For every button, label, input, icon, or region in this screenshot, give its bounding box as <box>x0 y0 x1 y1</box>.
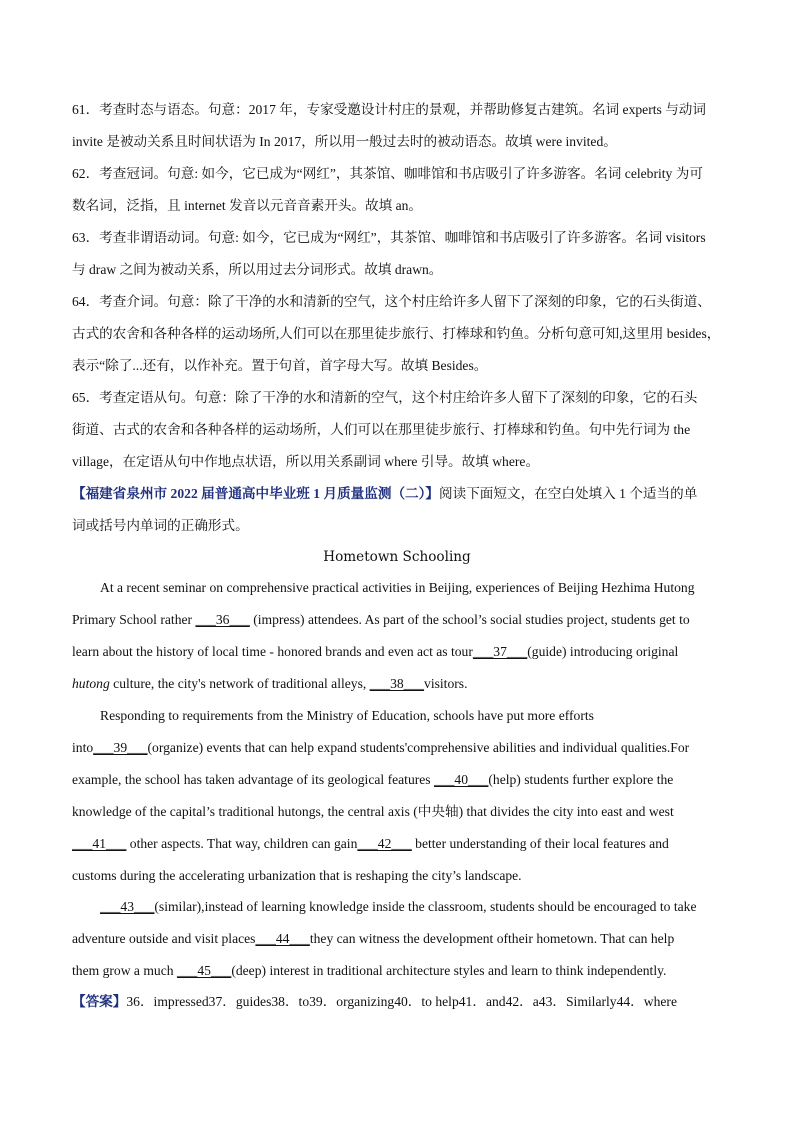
answer-label: 【答案】 <box>72 994 127 1009</box>
answer-line <box>72 993 724 1011</box>
answer-blank: ___41___ <box>72 836 127 851</box>
passage-line <box>72 962 724 980</box>
explanation-61-line-1: 61．考查时态与语态。句意：2017 年，专家受邀设计村庄的景观，并帮助修复古建筑。名词 experts 与动词 <box>72 102 706 117</box>
source-line-2: 词或括号内单词的正确形式。 <box>72 518 249 533</box>
passage-line <box>100 898 724 916</box>
answer-blank: ___42___ <box>357 836 412 851</box>
passage-line <box>100 707 724 725</box>
passage-line <box>72 803 724 821</box>
passage-text: example, the school has taken advantage of its geological features <box>72 772 434 787</box>
explanation-64-line-2: 古式的农舍和各种各样的运动场所,人们可以在那里徒步旅行、打棒球和钓鱼。分析句意可知,这里用 besides， <box>72 326 721 341</box>
answer-blank: ___40___ <box>434 772 489 787</box>
source-bracket: 【福建省泉州市 2022 届普通高中毕业班 1 月质量监测（二）】 <box>72 486 440 501</box>
source-instruction-1: 阅读下面短文，在空白处填入 1 个适当的单 <box>439 486 698 501</box>
explanation-62-line-1: 62．考查冠词。句意: 如今，它已成为“网红”，其茶馆、咖啡馆和书店吸引了许多游客。名词 celebrity 为可 <box>72 166 703 181</box>
passage-text: culture, the city's network of traditional alleys, <box>109 676 370 691</box>
passage-text: Primary School rather <box>72 612 196 627</box>
passage-text: adventure outside and visit places <box>72 931 256 946</box>
passage-text: (impress) attendees. As part of the school’s social studies project, students get to <box>249 612 690 627</box>
passage-text: (deep) interest in traditional architecture styles and learn to think independently. <box>231 963 667 978</box>
passage-text: (organize) events that can help expand students'comprehensive abilities and individual qualities.For <box>147 740 690 755</box>
answer-blank: ___39___ <box>93 740 148 755</box>
answer-blank: ___36___ <box>195 612 250 627</box>
passage-line <box>72 930 724 948</box>
answer-blank: ___43___ <box>100 899 155 914</box>
passage-text: (help) students further explore the <box>488 772 674 787</box>
passage-line <box>72 675 724 693</box>
explanation-65-line-3: village，在定语从句中作地点状语，所以用关系副词 where 引导。故填 where。 <box>72 454 540 469</box>
passage-text: them grow a much <box>72 963 177 978</box>
explanation-61-line-2: invite 是被动关系且时间状语为 In 2017，所以用一般过去时的被动语态。故填 were invited。 <box>72 134 617 149</box>
passage-text: (similar),instead of learning knowledge inside the classroom, students should be encouraged to take <box>154 899 697 914</box>
answer-blank: ___37___ <box>472 644 528 659</box>
passage-line <box>72 835 724 853</box>
answer-blank: ___44___ <box>255 931 310 946</box>
explanation-64-line-3: 表示“除了...还有，以作补充。置于句首，首字母大写。故填 Besides。 <box>72 358 488 373</box>
passage-line <box>72 771 724 789</box>
passage-line <box>72 611 724 629</box>
passage-text: At a recent seminar on comprehensive practical activities in Beijing, experiences of Beijing Hezhima Hutong <box>100 580 695 595</box>
passage-text: visitors. <box>424 676 468 691</box>
passage-line <box>72 739 724 757</box>
passage-text: they can witness the development oftheir hometown. That can help <box>309 931 675 946</box>
passage-line <box>100 579 724 597</box>
passage-text: knowledge of the capital’s traditional hutongs, the central axis (中央轴) that divides the city into east and west <box>72 804 674 819</box>
explanation-63-line-2: 与 draw 之间为被动关系，所以用过去分词形式。故填 drawn。 <box>72 262 443 277</box>
answer-text: 36．impressed37．guides38．to39．organizing40．to help41．and42．a43．Similarly44．where <box>126 994 677 1009</box>
passage-italic-text: hutong <box>72 676 110 691</box>
passage-text: into <box>72 740 94 755</box>
passage-text: learn about the history of local time - honored brands and even act as tour <box>72 644 473 659</box>
source-line-1 <box>72 485 724 503</box>
passage-text: Responding to requirements from the Ministry of Education, schools have put more efforts <box>100 708 594 723</box>
passage-line <box>72 867 724 885</box>
explanation-63-line-1: 63．考查非谓语动词。句意: 如今，它已成为“网红”，其茶馆、咖啡馆和书店吸引了许多游客。名词 visitors <box>72 230 706 245</box>
passage-text: better understanding of their local features and <box>411 836 669 851</box>
explanation-65-line-1: 65．考查定语从句。句意：除了干净的水和清新的空气，这个村庄给许多人留下了深刻的印象，它的石头 <box>72 390 698 405</box>
answer-blank: ___38___ <box>369 676 425 691</box>
passage-line <box>72 643 724 661</box>
explanation-65-line-2: 街道、古式的农舍和各种各样的运动场所，人们可以在那里徒步旅行、打棒球和钓鱼。句中先行词为 the <box>72 422 691 437</box>
answer-blank: ___45___ <box>176 963 232 978</box>
explanation-62-line-2: 数名词，泛指，且 internet 发音以元音音素开头。故填 an。 <box>72 198 423 213</box>
passage-text: (guide) introducing original <box>527 644 679 659</box>
explanation-64-line-1: 64．考查介词。句意：除了干净的水和清新的空气，这个村庄给许多人留下了深刻的印象，它的石头街道、 <box>72 294 711 309</box>
passage-title: Hometown Schooling <box>323 549 471 565</box>
passage-text: customs during the accelerating urbanization that is reshaping the city’s landscape. <box>72 868 522 883</box>
passage-text: other aspects. That way, children can gain <box>126 836 358 851</box>
